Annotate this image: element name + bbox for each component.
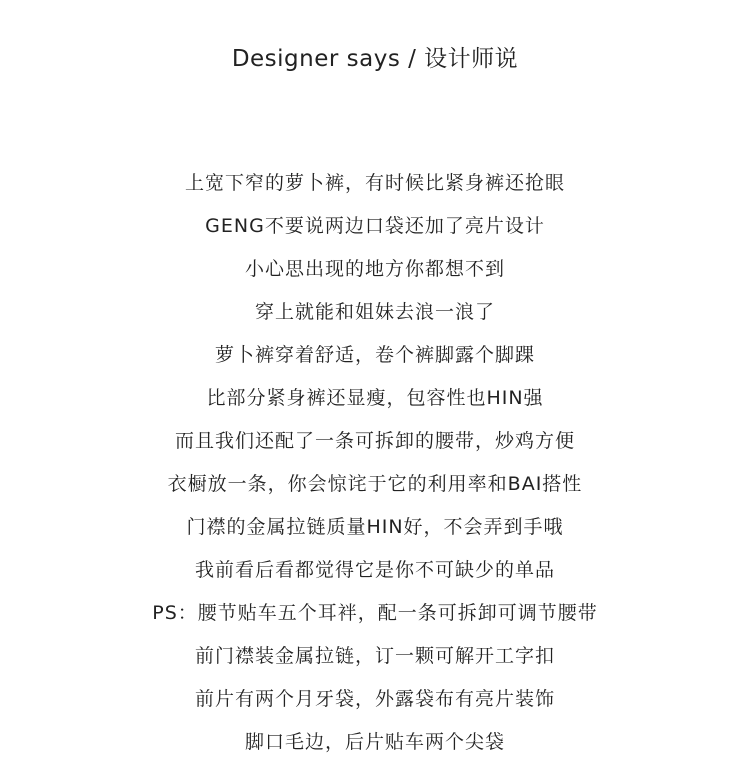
description-line: 比部分紧身裤还显瘦，包容性也HIN强 <box>206 387 544 409</box>
description-line: 小心思出现的地方你都想不到 <box>244 258 505 280</box>
description-line: 萝卜裤穿着舒适，卷个裤脚露个脚踝 <box>214 344 535 366</box>
page-title: Designer says / 设计师说 <box>231 46 519 72</box>
description-line: 而且我们还配了一条可拆卸的腰带，炒鸡方便 <box>174 430 575 452</box>
description-list <box>0 168 750 770</box>
description-line: 前片有两个月牙袋，外露袋布有亮片装饰 <box>194 688 555 710</box>
description-line: 我前看后看都觉得它是你不可缺少的单品 <box>194 559 555 581</box>
description-line: 前门襟装金属拉链，订一颗可解开工字扣 <box>194 645 555 667</box>
description-line: GENG不要说两边口袋还加了亮片设计 <box>205 215 545 237</box>
description-line: PS：腰节贴车五个耳袢，配一条可拆卸可调节腰带 <box>152 602 598 624</box>
description-line: 上宽下窄的萝卜裤，有时候比紧身裤还抢眼 <box>184 172 565 194</box>
description-line: 门襟的金属拉链质量HIN好，不会弄到手哦 <box>186 516 564 538</box>
description-line: 衣橱放一条，你会惊诧于它的利用率和BAI搭性 <box>167 473 583 495</box>
description-line: 脚口毛边，后片贴车两个尖袋 <box>244 731 505 753</box>
description-line: 穿上就能和姐妹去浪一浪了 <box>254 301 495 323</box>
